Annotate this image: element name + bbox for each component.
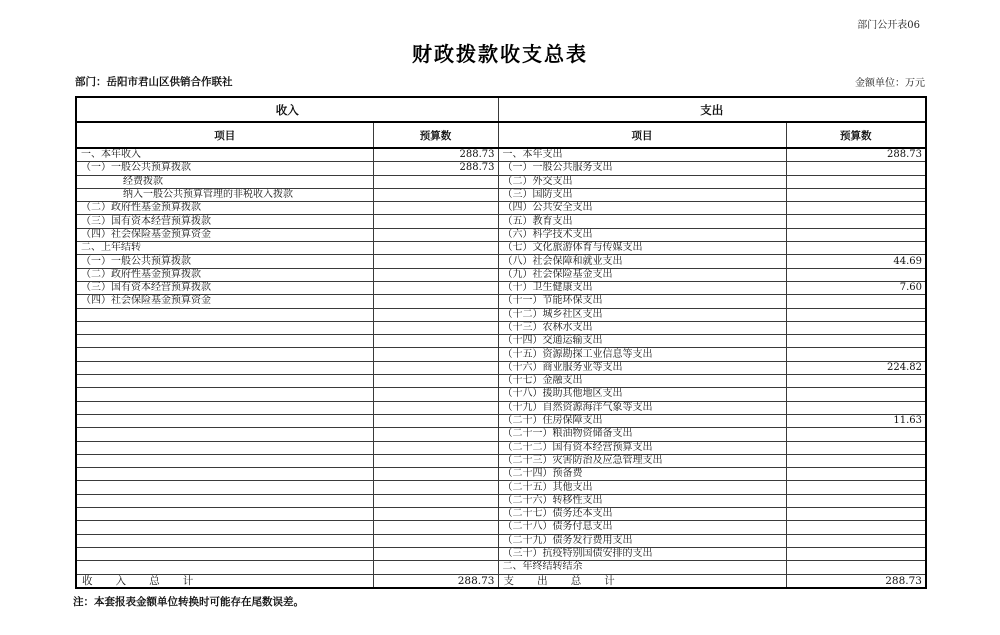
expense-value-cell bbox=[786, 388, 926, 401]
income-item-cell bbox=[76, 428, 373, 441]
income-value-cell bbox=[373, 468, 498, 481]
income-value-cell bbox=[373, 508, 498, 521]
expense-item-cell: （五）教育支出 bbox=[498, 215, 786, 228]
income-item-cell bbox=[76, 508, 373, 521]
table-row bbox=[76, 255, 926, 268]
expense-value-cell bbox=[786, 242, 926, 255]
expense-item-cell: （四）公共安全支出 bbox=[498, 202, 786, 215]
expense-item-cell: （二）外交支出 bbox=[498, 175, 786, 188]
income-item-cell: （四）社会保险基金预算资金 bbox=[76, 228, 373, 241]
expense-item-cell: （十）卫生健康支出 bbox=[498, 281, 786, 294]
income-value-cell bbox=[373, 281, 498, 294]
income-value-cell bbox=[373, 348, 498, 361]
income-value-cell bbox=[373, 335, 498, 348]
expense-value-cell: 224.82 bbox=[786, 361, 926, 374]
income-value-cell: 288.73 bbox=[373, 148, 498, 162]
expense-item-cell: （六）科学技术支出 bbox=[498, 228, 786, 241]
income-item-cell bbox=[76, 481, 373, 494]
expense-item-cell: （三）国防支出 bbox=[498, 188, 786, 201]
income-budget-column-header: 预算数 bbox=[373, 122, 498, 148]
income-value-cell: 288.73 bbox=[373, 162, 498, 175]
expense-item-cell: （十四）交通运输支出 bbox=[498, 335, 786, 348]
expense-value-cell bbox=[786, 228, 926, 241]
income-value-cell bbox=[373, 321, 498, 334]
table-row bbox=[76, 454, 926, 467]
income-item-cell bbox=[76, 414, 373, 427]
expense-section-header: 支出 bbox=[498, 97, 926, 122]
table-row bbox=[76, 561, 926, 574]
expense-item-cell: （十二）城乡社区支出 bbox=[498, 308, 786, 321]
income-value-cell bbox=[373, 547, 498, 560]
table-row bbox=[76, 375, 926, 388]
income-item-cell bbox=[76, 388, 373, 401]
expense-item-cell: （二十）住房保障支出 bbox=[498, 414, 786, 427]
expense-item-cell: （十五）资源勘探工业信息等支出 bbox=[498, 348, 786, 361]
table-row bbox=[76, 547, 926, 560]
income-value-cell bbox=[373, 481, 498, 494]
income-value-cell bbox=[373, 428, 498, 441]
income-item-column-header: 项目 bbox=[76, 122, 373, 148]
income-total-label: 收入总计 bbox=[76, 574, 373, 588]
income-value-cell bbox=[373, 175, 498, 188]
income-value-cell bbox=[373, 454, 498, 467]
table-row bbox=[76, 175, 926, 188]
income-total-value: 288.73 bbox=[373, 574, 498, 588]
expense-value-cell bbox=[786, 375, 926, 388]
income-item-cell: （二）政府性基金预算拨款 bbox=[76, 268, 373, 281]
table-row bbox=[76, 268, 926, 281]
expense-item-cell: （二十七）债务还本支出 bbox=[498, 508, 786, 521]
expense-item-cell: （三十）抗疫特别国债安排的支出 bbox=[498, 547, 786, 560]
expense-item-cell: （十八）援助其他地区支出 bbox=[498, 388, 786, 401]
income-item-cell bbox=[76, 547, 373, 560]
expense-item-cell: （十七）金融支出 bbox=[498, 375, 786, 388]
expense-value-cell bbox=[786, 468, 926, 481]
expense-total-label: 支出总计 bbox=[498, 574, 786, 588]
expense-value-cell bbox=[786, 494, 926, 507]
expense-item-cell: （十三）农林水支出 bbox=[498, 321, 786, 334]
expense-item-cell: 一、本年支出 bbox=[498, 148, 786, 162]
doc-code-label: 部门公开表06 bbox=[857, 20, 920, 31]
expense-value-cell bbox=[786, 454, 926, 467]
footnote: 注：本套报表金额单位转换时可能存在尾数误差。 bbox=[73, 596, 304, 608]
expense-value-cell: 7.60 bbox=[786, 281, 926, 294]
table-row bbox=[76, 428, 926, 441]
expense-item-cell: （二十三）灾害防治及应急管理支出 bbox=[498, 454, 786, 467]
expense-value-cell bbox=[786, 441, 926, 454]
income-item-cell bbox=[76, 454, 373, 467]
income-value-cell bbox=[373, 268, 498, 281]
income-item-cell bbox=[76, 561, 373, 574]
expense-item-cell: 二、年终结转结余 bbox=[498, 561, 786, 574]
expense-item-cell: （二十四）预备费 bbox=[498, 468, 786, 481]
income-item-cell: 经费拨款 bbox=[76, 175, 373, 188]
income-value-cell bbox=[373, 534, 498, 547]
expense-value-cell bbox=[786, 547, 926, 560]
expense-value-cell: 44.69 bbox=[786, 255, 926, 268]
table-row bbox=[76, 348, 926, 361]
income-value-cell bbox=[373, 441, 498, 454]
expense-value-cell bbox=[786, 481, 926, 494]
income-item-cell: 二、上年结转 bbox=[76, 242, 373, 255]
expense-value-cell bbox=[786, 268, 926, 281]
expense-value-cell bbox=[786, 521, 926, 534]
table-row bbox=[76, 335, 926, 348]
table-row bbox=[76, 321, 926, 334]
table-row bbox=[76, 308, 926, 321]
income-value-cell bbox=[373, 494, 498, 507]
income-value-cell bbox=[373, 388, 498, 401]
table-row bbox=[76, 494, 926, 507]
income-item-cell: （二）政府性基金预算拨款 bbox=[76, 202, 373, 215]
expense-item-cell: （二十五）其他支出 bbox=[498, 481, 786, 494]
expense-value-cell bbox=[786, 162, 926, 175]
expense-value-cell bbox=[786, 215, 926, 228]
total-row bbox=[76, 574, 926, 588]
income-item-cell: 一、本年收入 bbox=[76, 148, 373, 162]
table-row bbox=[76, 414, 926, 427]
expense-value-cell bbox=[786, 202, 926, 215]
expense-item-cell: （二十一）粮油物资储备支出 bbox=[498, 428, 786, 441]
income-item-cell bbox=[76, 361, 373, 374]
income-item-cell bbox=[76, 441, 373, 454]
expense-item-cell: （十六）商业服务业等支出 bbox=[498, 361, 786, 374]
expense-item-cell: （八）社会保障和就业支出 bbox=[498, 255, 786, 268]
table-row bbox=[76, 468, 926, 481]
income-value-cell bbox=[373, 401, 498, 414]
income-item-cell bbox=[76, 534, 373, 547]
expense-item-cell: （二十八）债务付息支出 bbox=[498, 521, 786, 534]
table-row bbox=[76, 202, 926, 215]
income-value-cell bbox=[373, 361, 498, 374]
income-item-cell: 纳入一般公共预算管理的非税收入拨款 bbox=[76, 188, 373, 201]
table-row bbox=[76, 534, 926, 547]
expense-value-cell bbox=[786, 321, 926, 334]
table-row bbox=[76, 228, 926, 241]
expense-value-cell bbox=[786, 561, 926, 574]
expense-item-cell: （二十六）转移性支出 bbox=[498, 494, 786, 507]
income-value-cell bbox=[373, 242, 498, 255]
expense-item-cell: （一）一般公共服务支出 bbox=[498, 162, 786, 175]
expense-value-cell: 11.63 bbox=[786, 414, 926, 427]
income-item-cell bbox=[76, 521, 373, 534]
expense-value-cell bbox=[786, 175, 926, 188]
income-item-cell bbox=[76, 375, 373, 388]
income-value-cell bbox=[373, 521, 498, 534]
table-row bbox=[76, 295, 926, 308]
income-value-cell bbox=[373, 255, 498, 268]
expense-value-cell bbox=[786, 401, 926, 414]
income-item-cell bbox=[76, 335, 373, 348]
expense-item-cell: （十一）节能环保支出 bbox=[498, 295, 786, 308]
income-value-cell bbox=[373, 202, 498, 215]
expense-budget-column-header: 预算数 bbox=[786, 122, 926, 148]
expense-value-cell bbox=[786, 308, 926, 321]
expense-item-cell: （二十二）国有资本经营预算支出 bbox=[498, 441, 786, 454]
income-value-cell bbox=[373, 308, 498, 321]
income-item-cell: （四）社会保险基金预算资金 bbox=[76, 295, 373, 308]
column-header-row bbox=[76, 122, 926, 148]
table-row bbox=[76, 188, 926, 201]
income-item-cell bbox=[76, 468, 373, 481]
income-value-cell bbox=[373, 295, 498, 308]
income-item-cell bbox=[76, 401, 373, 414]
table-row bbox=[76, 401, 926, 414]
expense-total-value: 288.73 bbox=[786, 574, 926, 588]
expense-item-cell: （二十九）债务发行费用支出 bbox=[498, 534, 786, 547]
expense-value-cell: 288.73 bbox=[786, 148, 926, 162]
meta-row bbox=[75, 74, 925, 89]
income-value-cell bbox=[373, 375, 498, 388]
income-item-cell: （三）国有资本经营预算拨款 bbox=[76, 281, 373, 294]
table-row bbox=[76, 162, 926, 175]
expense-item-cell: （七）文化旅游体育与传媒支出 bbox=[498, 242, 786, 255]
income-value-cell bbox=[373, 561, 498, 574]
table-row bbox=[76, 361, 926, 374]
expense-value-cell bbox=[786, 335, 926, 348]
expense-value-cell bbox=[786, 428, 926, 441]
table-row bbox=[76, 148, 926, 162]
table-row bbox=[76, 508, 926, 521]
expense-item-column-header: 项目 bbox=[498, 122, 786, 148]
section-header-row bbox=[76, 97, 926, 122]
budget-summary-table bbox=[75, 96, 927, 589]
table-row bbox=[76, 281, 926, 294]
page-title: 财政拨款收支总表 bbox=[412, 42, 588, 66]
income-item-cell: （一）一般公共预算拨款 bbox=[76, 255, 373, 268]
income-value-cell bbox=[373, 228, 498, 241]
table-row bbox=[76, 242, 926, 255]
income-section-header: 收入 bbox=[76, 97, 498, 122]
income-value-cell bbox=[373, 414, 498, 427]
unit-label: 金额单位：万元 bbox=[855, 78, 925, 89]
table-row bbox=[76, 481, 926, 494]
department-label: 部门：岳阳市君山区供销合作联社 bbox=[75, 76, 233, 88]
table-row bbox=[76, 521, 926, 534]
expense-item-cell: （九）社会保险基金支出 bbox=[498, 268, 786, 281]
expense-value-cell bbox=[786, 534, 926, 547]
expense-value-cell bbox=[786, 348, 926, 361]
income-value-cell bbox=[373, 188, 498, 201]
income-item-cell bbox=[76, 321, 373, 334]
expense-item-cell: （十九）自然资源海洋气象等支出 bbox=[498, 401, 786, 414]
expense-value-cell bbox=[786, 295, 926, 308]
income-item-cell bbox=[76, 348, 373, 361]
income-item-cell: （三）国有资本经营预算拨款 bbox=[76, 215, 373, 228]
income-value-cell bbox=[373, 215, 498, 228]
table-row bbox=[76, 215, 926, 228]
table-row bbox=[76, 441, 926, 454]
table-row bbox=[76, 388, 926, 401]
income-item-cell bbox=[76, 308, 373, 321]
expense-value-cell bbox=[786, 188, 926, 201]
income-item-cell: （一）一般公共预算拨款 bbox=[76, 162, 373, 175]
income-item-cell bbox=[76, 494, 373, 507]
expense-value-cell bbox=[786, 508, 926, 521]
